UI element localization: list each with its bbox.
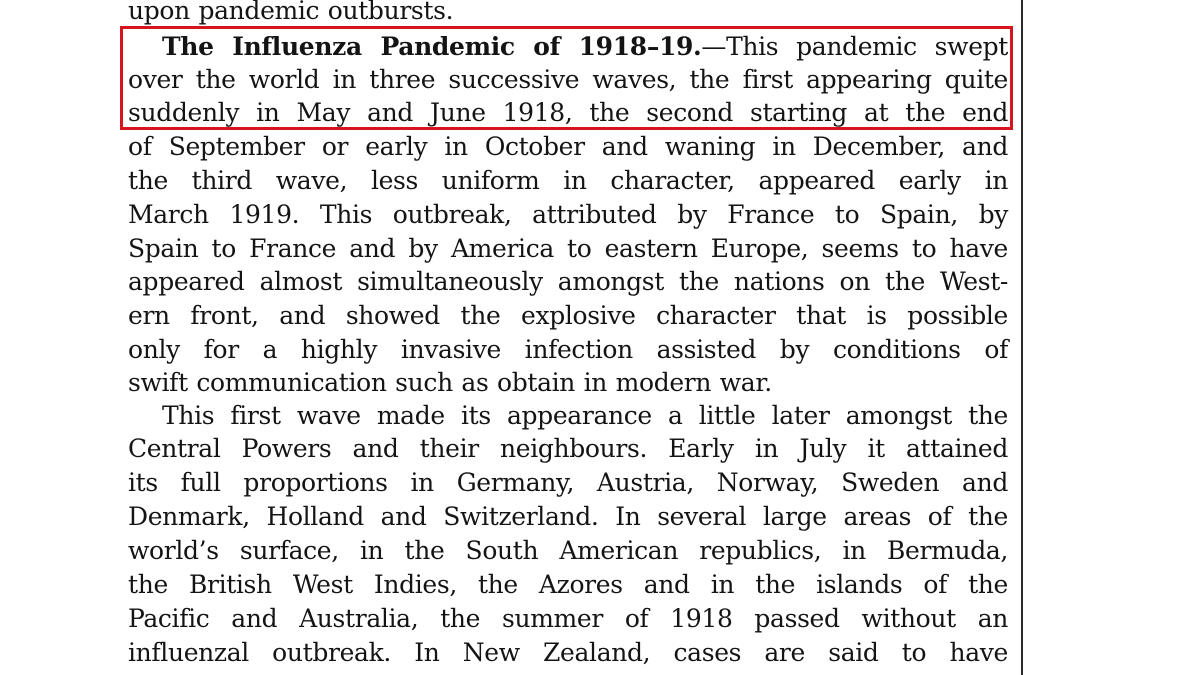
text-line: suddenly in May and June 1918, the second starting at the end — [128, 98, 1008, 127]
text-line: of September or early in October and waning in December, and — [128, 132, 1008, 161]
text-line: over the world in three successive waves, the first appearing quite — [128, 65, 1008, 94]
section-heading: The Influenza Pandemic of 1918–19. — [162, 32, 702, 61]
text-line: world’s surface, in the South American republics, in Bermuda, — [128, 536, 1008, 565]
text-span: —This pandemic swept — [701, 32, 1008, 61]
text-line: swift communication such as obtain in modern war. — [128, 368, 772, 397]
text-line: its full proportions in Germany, Austria, Norway, Sweden and — [128, 468, 1008, 497]
text-line: upon pandemic outbursts. — [128, 0, 454, 25]
highlight-annotation-box — [120, 26, 1013, 130]
text-line: influenzal outbreak. In New Zealand, cases are said to have — [128, 638, 1008, 667]
column-divider — [1021, 0, 1023, 675]
text-line: only for a highly invasive infection assisted by conditions of — [128, 335, 1008, 364]
text-line: ern front, and showed the explosive character that is possible — [128, 301, 1008, 330]
text-line: This first wave made its appearance a little later amongst the — [162, 401, 1008, 430]
text-line: Central Powers and their neighbours. Early in July it attained — [128, 434, 1008, 463]
text-line: the third wave, less uniform in character, appeared early in — [128, 166, 1008, 195]
text-line: March 1919. This outbreak, attributed by France to Spain, by — [128, 200, 1008, 229]
text-line: Pacific and Australia, the summer of 1918 passed without an — [128, 604, 1008, 633]
text-line: the British West Indies, the Azores and in the islands of the — [128, 570, 1008, 599]
text-line: appeared almost simultaneously amongst the nations on the West- — [128, 267, 1008, 296]
text-line: Spain to France and by America to eastern Europe, seems to have — [128, 234, 1008, 263]
text-line: Denmark, Holland and Switzerland. In several large areas of the — [128, 502, 1008, 531]
